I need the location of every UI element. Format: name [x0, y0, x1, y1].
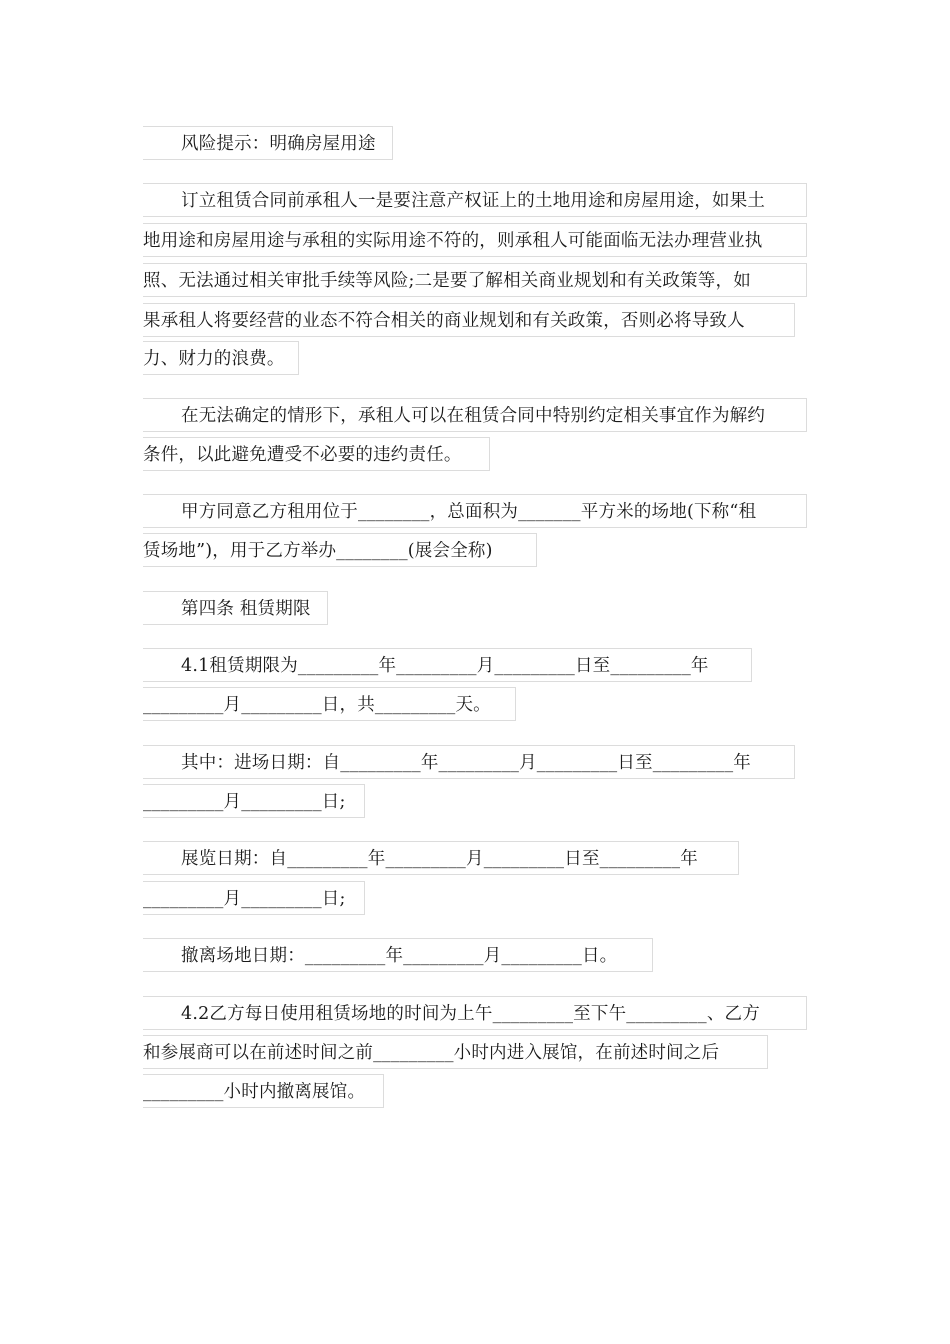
- risk-body-line-2: 地用途和房屋用途与承租的实际用途不符的，则承租人可能面临无法办理营业执: [143, 223, 807, 257]
- term-4-2-line-1: 4.2乙方每日使用租赁场地的时间为上午_________至下午_________、乙方: [143, 996, 807, 1030]
- risk-body-line-5: 力、财力的浪费。: [143, 341, 299, 375]
- risk-heading: 风险提示：明确房屋用途: [143, 126, 393, 160]
- exhibition-line-2: _________月_________日;: [143, 881, 365, 915]
- move-in-line-2: _________月_________日;: [143, 784, 365, 818]
- lease-site-line-2: 赁场地”)，用于乙方举办________(展会全称): [143, 533, 537, 567]
- term-4-2-line-2: 和参展商可以在前述时间之前_________小时内进入展馆，在前述时间之后: [143, 1035, 768, 1069]
- term-4-1-line-1: 4.1租赁期限为_________年_________月_________日至_________年: [143, 648, 752, 682]
- risk-body-line-3: 照、无法通过相关审批手续等风险;二是要了解相关商业规划和有关政策等，如: [143, 263, 807, 297]
- risk-body-line-4: 果承租人将要经营的业态不符合相关的商业规划和有关政策，否则必将导致人: [143, 303, 795, 337]
- risk-advice-line-1: 在无法确定的情形下，承租人可以在租赁合同中特别约定相关事宜作为解约: [143, 398, 807, 432]
- article-4-heading: 第四条 租赁期限: [143, 591, 328, 625]
- exhibition-line-1: 展览日期：自_________年_________月_________日至_________年: [143, 841, 739, 875]
- move-in-line-1: 其中：进场日期：自_________年_________月_________日至_________年: [143, 745, 795, 779]
- risk-body-line-1: 订立租赁合同前承租人一是要注意产权证上的土地用途和房屋用途，如果土: [143, 183, 807, 217]
- risk-advice-line-2: 条件，以此避免遭受不必要的违约责任。: [143, 437, 490, 471]
- lease-site-line-1: 甲方同意乙方租用位于________，总面积为_______平方米的场地(下称“租: [143, 494, 807, 528]
- move-out-line: 撤离场地日期：_________年_________月_________日。: [143, 938, 653, 972]
- term-4-2-line-3: _________小时内撤离展馆。: [143, 1074, 384, 1108]
- term-4-1-line-2: _________月_________日，共_________天。: [143, 687, 516, 721]
